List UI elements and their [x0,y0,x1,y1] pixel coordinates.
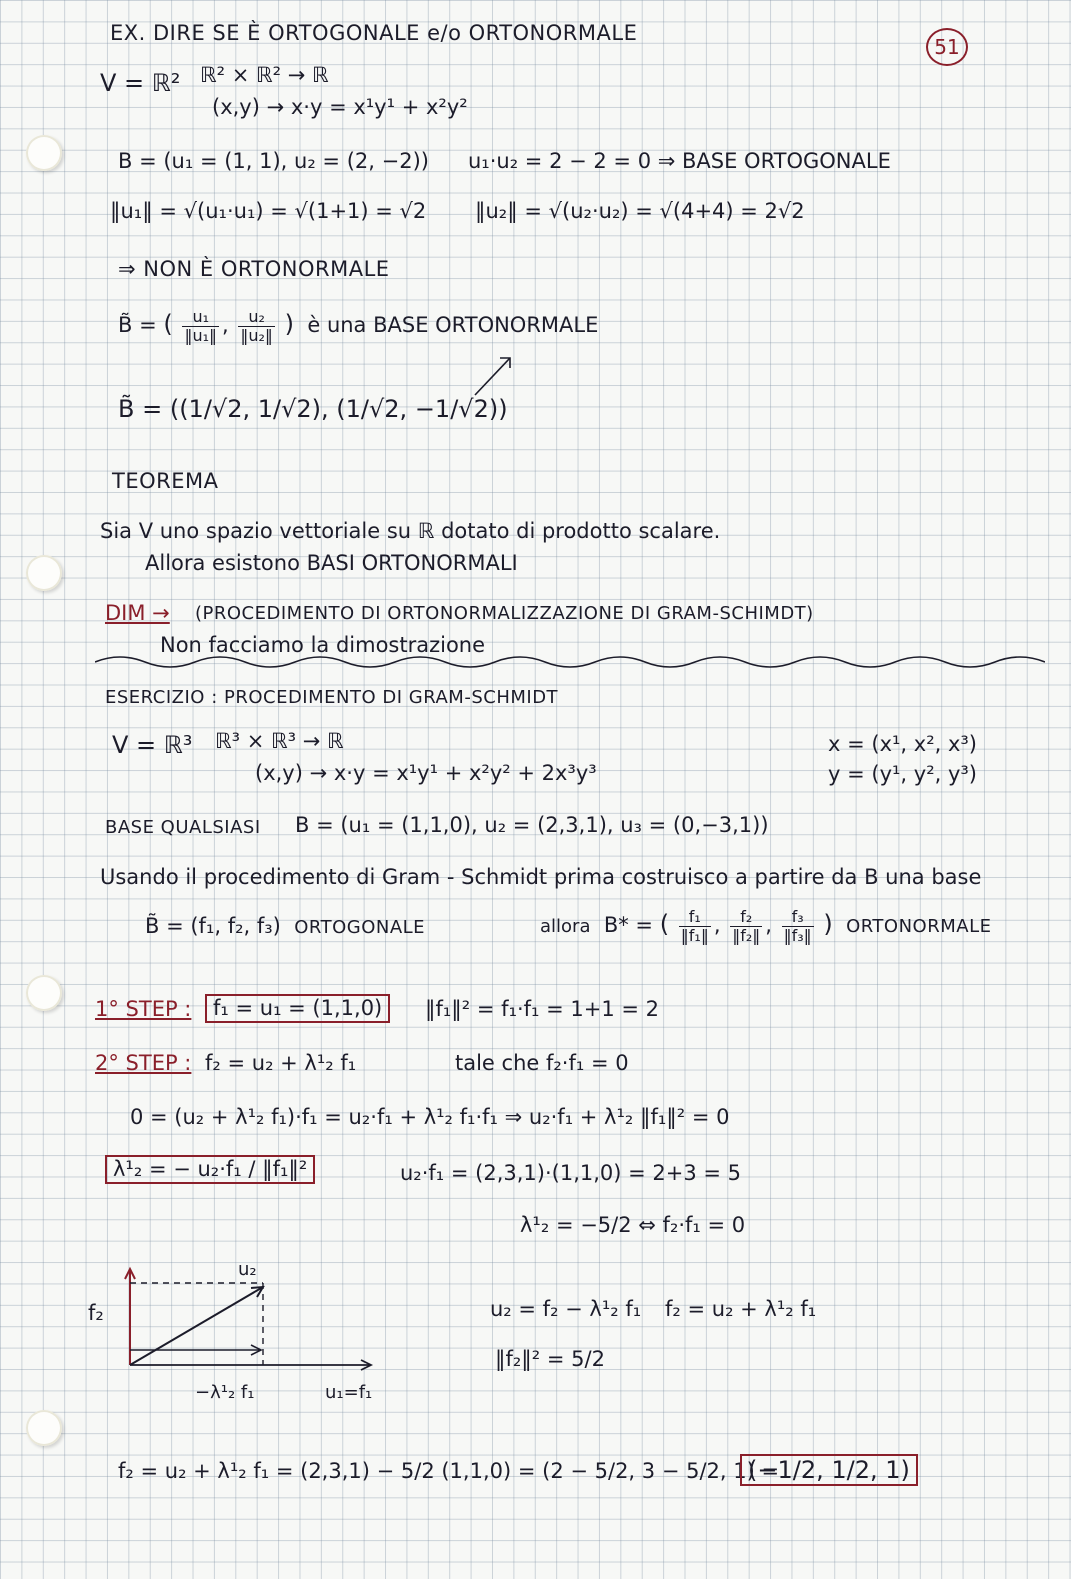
fraction-u2: $\frac{\text{u₂}}{\text{‖u₂‖}}$ [240,307,273,345]
fraction-u1: $\frac{\text{u₁}}{\text{‖u₁‖}}$ [184,307,217,345]
graph-label-u1: u₁=f₁ [325,1382,373,1403]
page-number: 51 [926,28,968,66]
basis-b: B = (u₁ = (1, 1), u₂ = (2, −2)) [118,149,429,173]
ex2-x-vector: x = (x¹, x², x³) [828,732,977,756]
f2-expression: f₂ = u₂ + λ¹₂ f₁ [665,1297,817,1321]
exercise-2-title: ESERCIZIO : PROCEDIMENTO DI GRAM-SCHMIDT [105,687,559,708]
then-word: allora [540,916,591,938]
theorem-line-2: Allora esistono BASI ORTONORMALI [145,551,518,575]
ex2-scalar-product: (x,y) → x·y = x¹y¹ + x²y² + 2x³y³ [255,761,597,785]
arrow-icon [470,350,520,400]
graph-label-u2: u₂ [238,1259,257,1280]
ex2-map: ℝ³ × ℝ³ → ℝ [215,729,344,753]
graph-label-lambda: −λ¹₂ f₁ [195,1382,255,1403]
theorem-title: TEOREMA [112,469,219,493]
fraction-f1: $\frac{\text{f₁}}{\text{‖f₁‖}}$ [680,907,709,945]
step-1-result: f₁ = u₁ = (1,1,0) [205,994,390,1023]
vector-space: V = ℝ² [100,69,181,97]
section-divider [95,652,1045,672]
binder-hole [26,1410,62,1446]
step-2-condition: tale che f₂·f₁ = 0 [455,1051,629,1075]
scalar-product-map: ℝ² × ℝ² → ℝ [200,63,329,87]
orthonormal-word: ORTONORMALE [846,916,992,938]
fraction-f3: $\frac{\text{f₃}}{\text{‖f₃‖}}$ [783,907,812,945]
u2-vector [130,1287,263,1365]
btilde-label: B̃ = [118,313,157,338]
orthonormal-basis-note: è una BASE ORTONORMALE [307,313,599,338]
btilde-f: B̃ = (f₁, f₂, f₃) [145,914,281,938]
norm-u2: ‖u₂‖ = √(u₂·u₂) = √(4+4) = 2√2 [475,199,805,223]
not-orthonormal: ⇒ NON È ORTONORMALE [118,257,390,281]
f2-final-result: (−1/2, 1/2, 1) [740,1454,918,1486]
scalar-product-def: (x,y) → x·y = x¹y¹ + x²y² [212,95,468,119]
step-2-label: 2° STEP : [95,1051,192,1075]
bstar-label: B* = [603,913,654,938]
proof-label: DIM → [105,601,170,625]
f2-final-computation: f₂ = u₂ + λ¹₂ f₁ = (2,3,1) − 5/2 (1,1,0) = (2 − 5/2, 3 − 5/2, 1) = [118,1459,780,1483]
any-basis-label: BASE QUALSIASI [105,817,261,838]
f2-norm: ‖f₂‖² = 5/2 [495,1347,605,1371]
u2-dot-f1: u₂·f₁ = (2,3,1)·(1,1,0) = 2+3 = 5 [400,1161,742,1185]
ex2-vector-space: V = ℝ³ [112,731,193,759]
theorem-line-1: Sia V uno spazio vettoriale su ℝ dotato di prodotto scalare. [100,519,721,543]
graph-label-f2: f₂ [88,1301,104,1325]
step-2-derivation: 0 = (u₂ + λ¹₂ f₁)·f₁ = u₂·f₁ + λ¹₂ f₁·f₁ ⇒ u₂·f₁ + λ¹₂ ‖f₁‖² = 0 [130,1105,730,1129]
ex2-basis: B = (u₁ = (1,1,0), u₂ = (2,3,1), u₃ = (0,−3,1)) [295,813,769,837]
step-1-norm: ‖f₁‖² = f₁·f₁ = 1+1 = 2 [425,997,660,1021]
orthogonality-check: u₁·u₂ = 2 − 2 = 0 ⇒ BASE ORTOGONALE [468,149,891,173]
proof-line-1: (PROCEDIMENTO DI ORTONORMALIZZAZIONE DI GRAM-SCHIMDT) [195,603,814,624]
fraction-f2: $\frac{\text{f₂}}{\text{‖f₂‖}}$ [732,907,761,945]
step-2-formula: f₂ = u₂ + λ¹₂ f₁ [205,1051,357,1075]
u2-expression: u₂ = f₂ − λ¹₂ f₁ [490,1297,642,1321]
binder-hole [26,555,62,591]
binder-hole [26,135,62,171]
proof-line-2: Non facciamo la dimostrazione [160,633,486,657]
lambda-formula-box: λ¹₂ = − u₂·f₁ / ‖f₁‖² [105,1155,315,1184]
norm-u1: ‖u₁‖ = √(u₁·u₁) = √(1+1) = √2 [110,199,427,223]
normalized-basis-values: B̃ = ((1/√2, 1/√2), (1/√2, −1/√2)) [118,395,508,423]
exercise-title: EX. DIRE SE È ORTOGONALE e/o ORTONORMALE [110,21,638,45]
ex2-y-vector: y = (y¹, y², y³) [828,762,977,786]
orthogonal-word: ORTOGONALE [294,917,426,938]
orthonormal-basis-def: allora B* = ( $\frac{\text{f₁}}{\text{‖f₁‖}}$ , $\frac{\text{f₂}}{\text{‖f₂‖}}$ , $\frac{\text{f₃}}{\text{‖f₃‖}}$ ) ORTONORMALE [540,907,992,945]
binder-hole [26,975,62,1011]
step-1-label: 1° STEP : [95,997,192,1021]
normalized-basis-def: B̃ = ( $\frac{\text{u₁}}{\text{‖u₁‖}}$ , $\frac{\text{u₂}}{\text{‖u₂‖}}$ ) è una BASE ORTONORMALE [118,307,599,345]
orthogonal-basis-def [145,915,425,938]
gram-schmidt-intro: Usando il procedimento di Gram - Schmidt prima costruisco a partire da B una base [100,865,982,889]
lambda-value: λ¹₂ = −5/2 ⇔ f₂·f₁ = 0 [520,1213,746,1237]
